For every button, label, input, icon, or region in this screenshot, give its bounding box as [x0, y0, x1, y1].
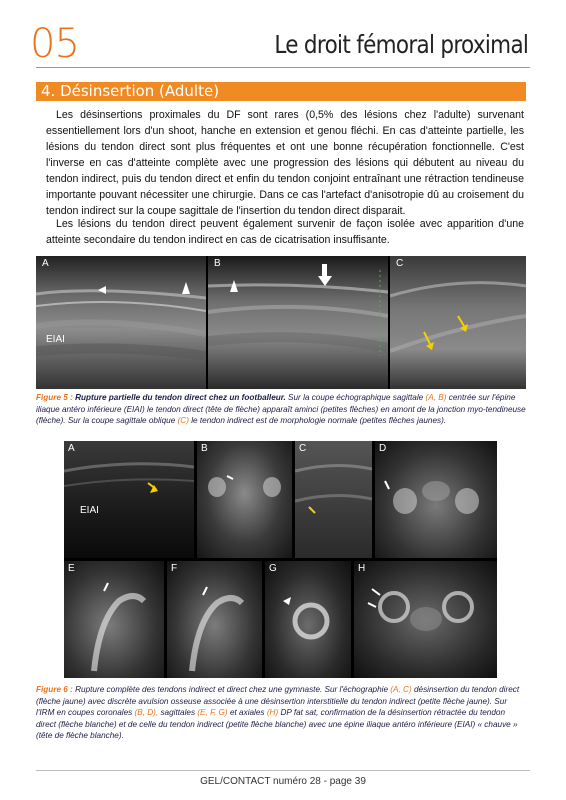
mri-panel-b	[197, 441, 292, 558]
figure-5-caption	[36, 392, 526, 427]
mri-panel-h	[354, 561, 497, 678]
figure-6-caption	[36, 684, 526, 742]
figure-5-label: Figure 5 :	[36, 393, 73, 402]
panel-label-c: C	[299, 443, 307, 454]
panel-label-e: E	[68, 563, 75, 574]
section-title: 4. Désinsertion (Adulte)	[41, 82, 220, 100]
caption-ref: (B, D),	[134, 708, 159, 718]
panel-label-a: A	[68, 443, 75, 454]
caption-ref: (E, F, G)	[197, 708, 228, 718]
ultrasound-panel-a	[36, 256, 206, 389]
figure-6	[64, 441, 497, 678]
panel-label-b: B	[201, 443, 208, 454]
panel-label-c: C	[396, 258, 404, 269]
caption-text: et axiales	[229, 708, 265, 718]
ultrasound-panel-c	[295, 441, 372, 558]
caption-ref: (H)	[266, 708, 279, 718]
panel-label-f: F	[171, 563, 178, 574]
figure-6-label: Figure 6 :	[36, 685, 73, 694]
chapter-title: Le droit fémoral proximal	[274, 30, 528, 59]
mri-panel-g	[265, 561, 351, 678]
caption-text: centrée sur l'épine iliaque antéro inférieure (EIAI) le tendon direct (tête de flèche) apparaît aminci (petites flèches) en amont de la jonction myo-tendineuse (flèche). Sur la coupe sagittale oblique	[36, 393, 526, 426]
caption-text: le tendon indirect est de morphologie normale (petites flèches jaunes).	[191, 416, 447, 426]
caption-text: DP fat sat, confirmation de la désinsertion rétractée du tendon direct (flèche blanche) et de celle du tendon indirect (petite flèche blanche) avec une épine iliaque antéro inférieure (EIAI) « chauve » (tête de flèche blanche).	[36, 708, 518, 741]
paragraph-1: Les désinsertions proximales du DF sont rares (0,5% des lésions chez l'adulte) survenant essentiellement lors d'un shoot, hanche en extension et genou fléchi. En cas d'atteinte partielle, les lésions du tendon direct sont plus fréquentes et ont une bonne récupération fonctionnelle. C'est l'inverse en cas d'atteinte complète avec une progression des lésions qui débutent au niveau du tendon indirect, puis du tendon direct et enfin du tendon conjoint entraînant une rétraction tendineuse importante pouvant nécessiter une chirurgie. Dans ce cas l'artefact d'anisotropie dû au croisement du tendon indirect sur la coupe sagittale de l'insertion du tendon direct disparait.	[46, 109, 524, 217]
eiai-label: EIAI	[46, 334, 65, 345]
caption-text: désinsertion du tendon direct (flèche jaune) avec discrète avulsion osseuse associée à une désinsertion interstitielle du tendon indirect (petite flèche jaune). Sur l'IRM en coupes coronales	[36, 685, 520, 718]
panel-label-d: D	[379, 443, 387, 454]
footer-rule	[36, 770, 530, 771]
panel-label-b: B	[214, 258, 221, 269]
ultrasound-panel-a	[64, 441, 194, 558]
caption-ref: (A, C)	[390, 685, 412, 694]
panel-label-h: H	[358, 563, 366, 574]
caption-text: Rupture complète des tendons indirect et direct chez une gymnaste. Sur l'échographie	[75, 685, 389, 694]
panel-label-g: G	[269, 563, 277, 574]
eiai-label: EIAI	[80, 505, 99, 516]
ultrasound-panel-c	[390, 256, 526, 389]
figure-5-title: Rupture partielle du tendon direct chez un footballeur.	[75, 393, 286, 402]
caption-ref: (A, B)	[425, 393, 447, 402]
caption-ref: (C)	[177, 416, 189, 426]
header-rule	[36, 67, 530, 68]
mri-panel-f	[167, 561, 262, 678]
paragraph-2: Les lésions du tendon direct peuvent également survenir de façon isolée avec apparition d'une atteinte secondaire du tendon indirect en cas de cicatrisation insuffisante.	[46, 218, 524, 246]
chapter-number: 05	[30, 21, 79, 67]
figure-5	[36, 256, 526, 389]
caption-text: sagittales	[160, 708, 196, 718]
panel-label-a: A	[42, 258, 49, 269]
mri-panel-d	[375, 441, 497, 558]
mri-panel-e	[64, 561, 164, 678]
page-footer: GEL/CONTACT numéro 28 - page 39	[200, 776, 366, 787]
caption-text: Sur la coupe échographique sagittale	[288, 393, 424, 402]
ultrasound-panel-b	[208, 256, 388, 389]
